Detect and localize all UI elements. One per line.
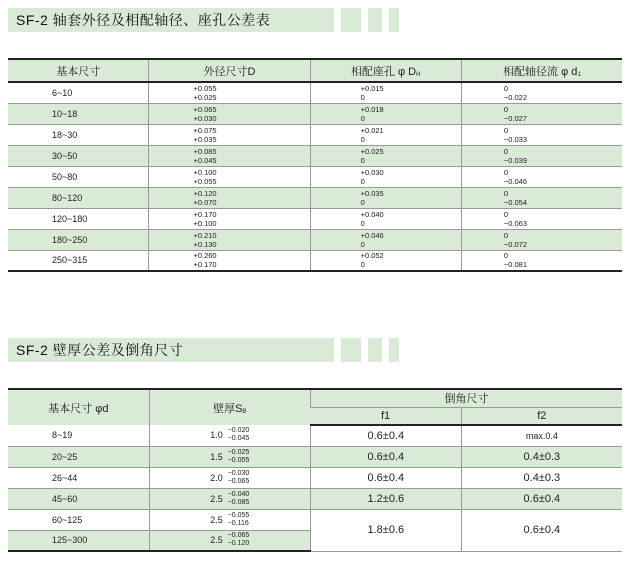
cell-f1: 0.6±0.4	[310, 467, 461, 488]
tol-lower: −0.046	[503, 176, 528, 186]
tol-stack	[193, 231, 309, 249]
table-row	[8, 103, 622, 124]
tol-stack	[361, 105, 461, 123]
cell-shaft	[461, 208, 622, 229]
tol-lower: −0.116	[227, 519, 249, 527]
tol-lower: +0.025	[193, 92, 217, 102]
tol-stack	[504, 210, 622, 228]
cell-outer-diameter	[149, 103, 310, 124]
tol-stack	[228, 449, 250, 465]
header-decor-block	[389, 8, 399, 32]
tol-stack	[361, 231, 461, 249]
cell-shaft	[461, 166, 622, 187]
cell-wall-thickness	[149, 467, 310, 488]
tol-stack	[228, 491, 250, 507]
tol-lower: +0.130	[193, 239, 217, 249]
tol-upper: +0.025	[360, 146, 384, 156]
tol-stack	[228, 512, 250, 528]
cell-f2: 0.4±0.3	[461, 467, 622, 488]
col-header-base: 基本尺寸 φd	[8, 389, 149, 425]
tol-stack	[361, 210, 461, 228]
table-row	[8, 425, 622, 446]
tol-stack	[193, 251, 309, 269]
table-row	[8, 82, 622, 103]
tol-lower: 0	[360, 92, 365, 102]
col-header-shaft-label: 相配轴径流 φ d	[503, 65, 578, 78]
cell-base-size: 60~125	[8, 509, 149, 530]
wall-value	[150, 491, 310, 507]
cell-base-size: 26~44	[8, 467, 149, 488]
cell-base-size: 250~315	[8, 250, 149, 271]
tol-stack	[361, 126, 461, 144]
cell-shaft	[461, 250, 622, 271]
tol-lower: 0	[360, 260, 365, 270]
tol-lower: 0	[360, 176, 365, 186]
tol-lower: −0.027	[503, 113, 528, 123]
cell-base-size: 10~18	[8, 103, 149, 124]
tol-lower: 0	[360, 239, 365, 249]
cell-f2-merged: 0.6±0.4	[461, 509, 622, 551]
tol-upper: +0.260	[193, 251, 217, 261]
cell-housing-bore	[310, 250, 461, 271]
wall-value	[150, 470, 310, 486]
tol-upper: +0.170	[193, 209, 217, 219]
table-row	[8, 467, 622, 488]
cell-shaft	[461, 124, 622, 145]
tol-upper: +0.015	[360, 83, 384, 93]
table-header-row	[8, 389, 622, 407]
tol-stack	[361, 251, 461, 269]
cell-base-size: 18~30	[8, 124, 149, 145]
cell-f2: 0.4±0.3	[461, 446, 622, 467]
tol-stack	[361, 147, 461, 165]
col-header-outer-diameter: 外径尺寸D	[149, 59, 310, 82]
cell-f2: 0.6±0.4	[461, 488, 622, 509]
tol-stack	[193, 147, 309, 165]
tol-upper: 0	[503, 230, 509, 240]
wall-nominal: 2.5	[210, 493, 223, 504]
tol-stack	[504, 251, 622, 269]
cell-wall-thickness	[149, 425, 310, 446]
tol-upper: +0.052	[360, 251, 384, 261]
table-row	[8, 250, 622, 271]
cell-base-size: 50~80	[8, 166, 149, 187]
cell-outer-diameter	[149, 229, 310, 250]
tol-lower: +0.070	[193, 197, 217, 207]
tol-upper: +0.085	[193, 146, 217, 156]
cell-f2: max.0.4	[461, 425, 622, 446]
tol-lower: −0.039	[503, 155, 528, 165]
col-header-wall-label: 壁厚S	[213, 402, 243, 415]
tol-stack	[361, 168, 461, 186]
table-row	[8, 229, 622, 250]
tol-upper: +0.046	[360, 230, 384, 240]
cell-outer-diameter	[149, 82, 310, 103]
col-header-f1: f1	[310, 407, 461, 425]
header-decor-block	[389, 338, 399, 362]
tol-upper: +0.035	[360, 188, 384, 198]
cell-base-size: 125~300	[8, 530, 149, 551]
tol-lower: −0.033	[503, 134, 528, 144]
tol-lower: +0.030	[193, 113, 217, 123]
col-header-housing-bore	[310, 59, 461, 82]
cell-base-size: 80~120	[8, 187, 149, 208]
cell-housing-bore	[310, 187, 461, 208]
tol-lower: 0	[360, 218, 365, 228]
table-row	[8, 446, 622, 467]
tol-lower: −0.063	[503, 218, 528, 228]
tol-upper: 0	[503, 251, 509, 261]
tol-lower: +0.100	[193, 218, 217, 228]
cell-wall-thickness	[149, 446, 310, 467]
header-decor-block	[368, 8, 382, 32]
tol-lower: +0.035	[193, 134, 217, 144]
wall-nominal: 2.5	[210, 514, 223, 525]
cell-base-size: 6~10	[8, 82, 149, 103]
wall-value	[150, 532, 310, 548]
cell-base-size: 20~25	[8, 446, 149, 467]
cell-outer-diameter	[149, 250, 310, 271]
section1-title: SF-2 轴套外径及相配轴径、座孔公差表	[8, 8, 334, 32]
col-header-housing-bore-label: 相配座孔 φ D	[350, 65, 417, 78]
cell-housing-bore	[310, 82, 461, 103]
tol-stack	[504, 126, 622, 144]
tol-upper: 0	[503, 209, 509, 219]
tol-upper: −0.030	[227, 469, 250, 477]
tol-lower: −0.054	[503, 197, 528, 207]
tol-upper: 0	[503, 83, 509, 93]
cell-housing-bore	[310, 103, 461, 124]
cell-wall-thickness	[149, 488, 310, 509]
tol-stack	[193, 210, 309, 228]
header-subscript: H	[416, 71, 421, 78]
tol-lower: 0	[360, 155, 365, 165]
tol-lower: 0	[360, 113, 365, 123]
tol-upper: −0.055	[227, 511, 250, 519]
tol-upper: +0.120	[193, 188, 217, 198]
tol-lower: −0.081	[503, 260, 528, 270]
header-subscript: B	[242, 408, 247, 415]
cell-wall-thickness	[149, 509, 310, 530]
cell-outer-diameter	[149, 145, 310, 166]
tol-lower: +0.055	[193, 176, 217, 186]
cell-f1: 0.6±0.4	[310, 425, 461, 446]
tol-upper: 0	[503, 188, 509, 198]
tol-upper: +0.075	[193, 125, 217, 135]
cell-base-size: 45~60	[8, 488, 149, 509]
cell-shaft	[461, 187, 622, 208]
tol-lower: 0	[360, 197, 365, 207]
table-row	[8, 488, 622, 509]
tol-lower: −0.120	[227, 540, 250, 548]
tol-lower: −0.022	[503, 92, 528, 102]
cell-housing-bore	[310, 229, 461, 250]
tol-stack	[504, 84, 622, 102]
tol-stack	[361, 84, 461, 102]
cell-housing-bore	[310, 145, 461, 166]
wall-nominal: 1.5	[210, 451, 223, 462]
tol-stack	[193, 126, 309, 144]
tol-upper: +0.210	[193, 230, 217, 240]
cell-housing-bore	[310, 166, 461, 187]
cell-outer-diameter	[149, 124, 310, 145]
tol-upper: 0	[503, 125, 509, 135]
wall-nominal: 2.5	[210, 535, 223, 546]
tol-stack	[504, 105, 622, 123]
header-subscript: 1	[577, 71, 581, 78]
tol-stack	[361, 189, 461, 207]
tol-upper: 0	[503, 104, 509, 114]
cell-base-size: 8~19	[8, 425, 149, 446]
tol-stack	[193, 105, 309, 123]
tol-upper: +0.055	[193, 83, 217, 93]
tol-upper: −0.065	[227, 532, 250, 540]
col-header-wall	[149, 389, 310, 425]
cell-shaft	[461, 82, 622, 103]
tol-upper: +0.065	[193, 104, 217, 114]
cell-outer-diameter	[149, 187, 310, 208]
tol-upper: +0.018	[360, 104, 384, 114]
table-row	[8, 124, 622, 145]
tol-lower: −0.085	[227, 498, 250, 506]
tol-lower: −0.072	[503, 239, 528, 249]
section2-header	[8, 338, 399, 362]
cell-wall-thickness	[149, 530, 310, 551]
table-row	[8, 187, 622, 208]
cell-base-size: 180~250	[8, 229, 149, 250]
tol-upper: +0.030	[360, 167, 384, 177]
cell-shaft	[461, 229, 622, 250]
tol-stack	[228, 532, 250, 548]
table-row	[8, 509, 622, 530]
tol-upper: −0.040	[227, 490, 250, 498]
header-decor-block	[341, 8, 361, 32]
table-header-row	[8, 59, 622, 82]
tolerance-table	[8, 58, 622, 272]
section1-header	[8, 8, 399, 32]
cell-shaft	[461, 145, 622, 166]
tol-lower: +0.170	[193, 260, 217, 270]
tol-upper: 0	[503, 146, 509, 156]
tol-stack	[504, 147, 622, 165]
cell-f1: 0.6±0.4	[310, 446, 461, 467]
tol-lower: +0.045	[193, 155, 217, 165]
tol-stack	[193, 168, 309, 186]
tol-stack	[193, 189, 309, 207]
col-header-shaft	[461, 59, 622, 82]
tol-lower: 0	[360, 134, 365, 144]
tol-upper: +0.021	[360, 125, 384, 135]
cell-housing-bore	[310, 124, 461, 145]
tol-upper: 0	[503, 167, 509, 177]
tol-stack	[504, 168, 622, 186]
tol-upper: +0.100	[193, 167, 217, 177]
tol-stack	[504, 231, 622, 249]
wall-nominal: 2.0	[210, 472, 223, 483]
table-row	[8, 166, 622, 187]
cell-housing-bore	[310, 208, 461, 229]
cell-shaft	[461, 103, 622, 124]
wall-value	[150, 512, 310, 528]
tol-stack	[504, 189, 622, 207]
header-decor-block	[368, 338, 382, 362]
cell-base-size: 30~50	[8, 145, 149, 166]
col-header-base: 基本尺寸	[8, 59, 149, 82]
col-header-chamfer: 倒角尺寸	[310, 389, 622, 407]
header-decor-block	[341, 338, 361, 362]
tol-upper: −0.020	[227, 427, 250, 435]
tol-upper: −0.025	[227, 448, 250, 456]
tol-stack	[193, 84, 309, 102]
tol-lower: −0.045	[227, 435, 250, 443]
cell-base-size: 120~180	[8, 208, 149, 229]
section2-title: SF-2 壁厚公差及倒角尺寸	[8, 338, 334, 362]
wall-value	[150, 449, 310, 465]
wall-chamfer-table	[8, 388, 622, 552]
tol-stack	[228, 470, 250, 486]
cell-outer-diameter	[149, 208, 310, 229]
cell-outer-diameter	[149, 166, 310, 187]
wall-value	[150, 427, 310, 443]
col-header-f2: f2	[461, 407, 622, 425]
tol-lower: −0.055	[227, 456, 250, 464]
tol-upper: +0.040	[360, 209, 384, 219]
tol-stack	[228, 427, 250, 443]
wall-nominal: 1.0	[210, 430, 223, 441]
table-row	[8, 208, 622, 229]
cell-f1: 1.2±0.6	[310, 488, 461, 509]
cell-f1-merged: 1.8±0.6	[310, 509, 461, 551]
table-row	[8, 145, 622, 166]
tol-lower: −0.065	[227, 477, 250, 485]
